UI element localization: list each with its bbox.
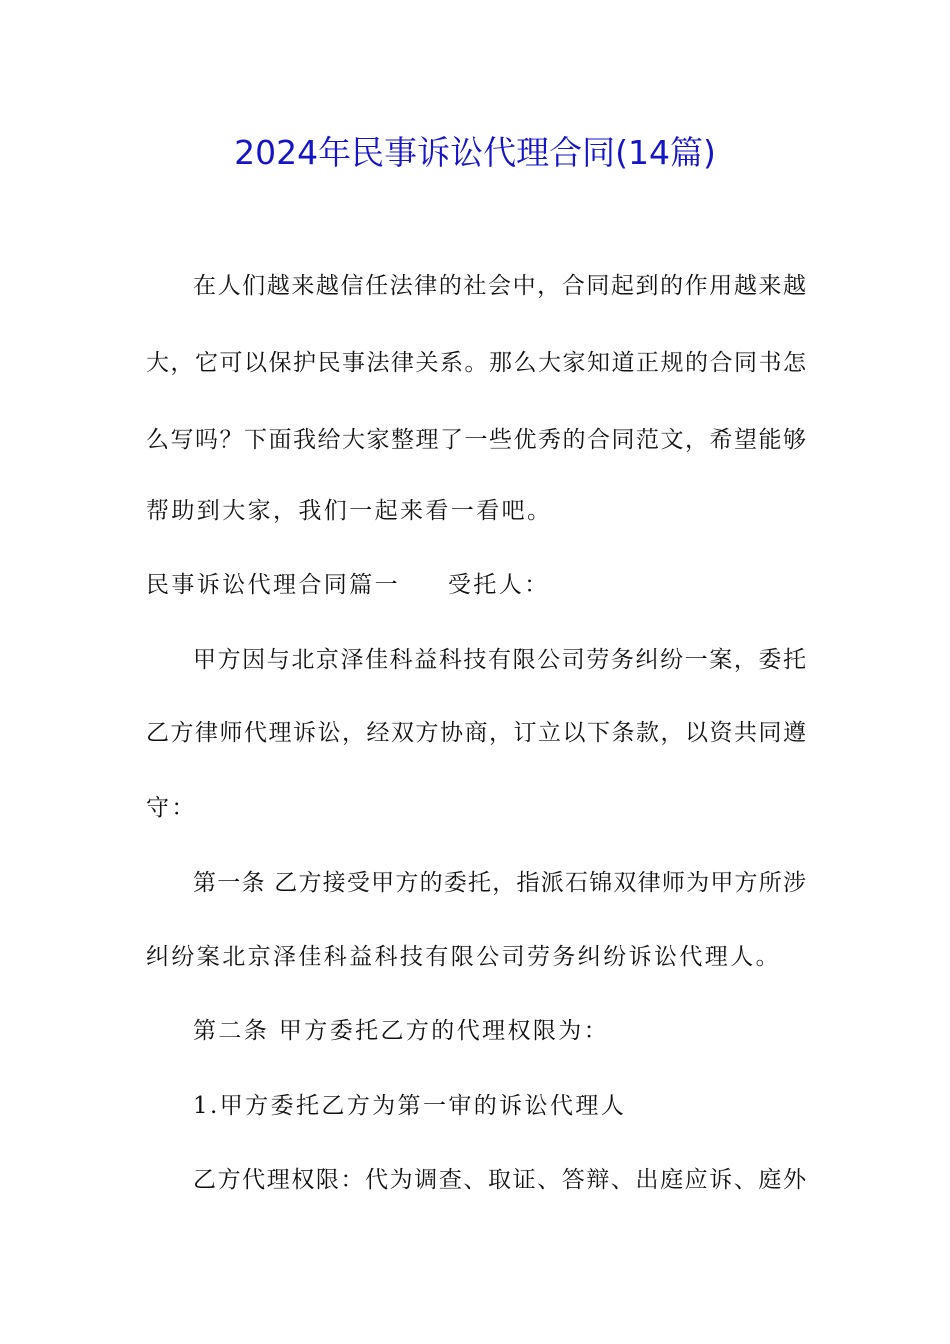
para1-line-2: 乙方律师代理诉讼，经双方协商，订立以下条款，以资共同遵 <box>146 720 806 746</box>
authority-line: 乙方代理权限：代为调查、取证、答辩、出庭应诉、庭外 <box>193 1167 806 1193</box>
document-title: 2024年民事诉讼代理合同(14篇) <box>234 133 716 172</box>
intro-line-1: 在人们越来越信任法律的社会中，合同起到的作用越来越 <box>193 273 806 299</box>
para1-line-1: 甲方因与北京泽佳科益科技有限公司劳务纠纷一案，委托 <box>193 647 806 673</box>
article1-line-2: 纠纷案北京泽佳科益科技有限公司劳务纠纷诉讼代理人。 <box>146 944 781 970</box>
intro-line-3: 么写吗？下面我给大家整理了一些优秀的合同范文，希望能够 <box>146 427 806 453</box>
article2-line: 第二条 甲方委托乙方的代理权限为： <box>193 1018 610 1044</box>
intro-line-4: 帮助到大家，我们一起来看一看吧。 <box>146 498 553 524</box>
section-heading: 民事诉讼代理合同篇一 <box>146 572 400 598</box>
section-party-label: 受托人： <box>448 572 550 598</box>
article1-line-1: 第一条 乙方接受甲方的委托，指派石锦双律师为甲方所涉 <box>193 870 806 896</box>
intro-line-2: 大，它可以保护民事法律关系。那么大家知道正规的合同书怎 <box>146 350 806 376</box>
item1-line: 1.甲方委托乙方为第一审的诉讼代理人 <box>193 1093 627 1119</box>
para1-line-3: 守： <box>146 795 197 821</box>
section-heading-line <box>146 565 806 605</box>
